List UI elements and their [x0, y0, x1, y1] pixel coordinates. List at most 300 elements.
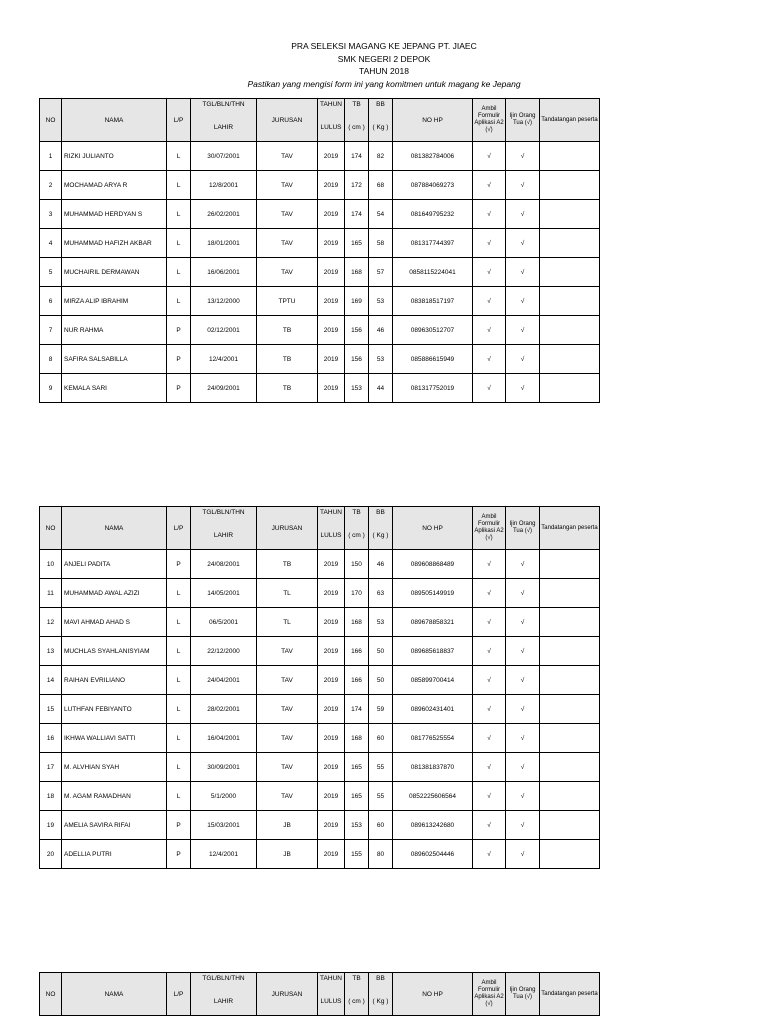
col-tahun-lulus-top: TAHUN	[320, 508, 342, 516]
cell-tgl: 06/5/2001	[191, 608, 257, 637]
cell-no: 8	[40, 345, 62, 374]
cell-tb: 174	[345, 200, 369, 229]
cell-no: 1	[40, 142, 62, 171]
cell-tgl: 28/02/2001	[191, 695, 257, 724]
cell-ijin: √	[506, 811, 540, 840]
cell-hp: 081776525554	[393, 724, 473, 753]
cell-lp: L	[167, 666, 191, 695]
cell-form: √	[473, 840, 506, 869]
cell-ttd	[540, 142, 600, 171]
cell-lp: L	[167, 782, 191, 811]
cell-no: 5	[40, 258, 62, 287]
cell-form: √	[473, 782, 506, 811]
col-jurusan: JURUSAN	[257, 973, 318, 1016]
col-tb-bottom: ( cm )	[348, 123, 365, 131]
cell-bb: 50	[369, 666, 393, 695]
cell-lulus: 2019	[318, 550, 345, 579]
cell-tgl: 16/04/2001	[191, 724, 257, 753]
cell-tgl: 12/4/2001	[191, 840, 257, 869]
cell-ttd	[540, 782, 600, 811]
cell-lulus: 2019	[318, 782, 345, 811]
col-jurusan: JURUSAN	[257, 99, 318, 142]
cell-lulus: 2019	[318, 374, 345, 403]
cell-ttd	[540, 666, 600, 695]
cell-lp: L	[167, 753, 191, 782]
cell-bb: 57	[369, 258, 393, 287]
col-bb-bottom: ( Kg )	[372, 997, 389, 1005]
cell-lp: P	[167, 840, 191, 869]
cell-no: 2	[40, 171, 62, 200]
col-no-hp: NO HP	[393, 99, 473, 142]
table-row	[40, 171, 600, 200]
cell-ijin: √	[506, 666, 540, 695]
col-tahun-lulus-bottom: LULUS	[320, 531, 342, 539]
commitment-note: Pastikan yang mengisi form ini yang komitmen untuk magang ke Jepang	[247, 78, 521, 89]
table-row	[40, 287, 600, 316]
col-tandatangan: Tandatangan peserta	[540, 973, 600, 1016]
cell-ttd	[540, 258, 600, 287]
cell-jurusan: TAV	[257, 142, 318, 171]
col-tgl-lahir	[191, 973, 257, 1016]
cell-no: 19	[40, 811, 62, 840]
cell-tgl: 26/02/2001	[191, 200, 257, 229]
col-tgl-lahir-bottom: LAHIR	[213, 997, 234, 1005]
cell-lulus: 2019	[318, 142, 345, 171]
col-bb-top: BB	[376, 100, 385, 108]
cell-tgl: 24/08/2001	[191, 550, 257, 579]
cell-tb: 165	[345, 782, 369, 811]
cell-lulus: 2019	[318, 345, 345, 374]
table-row	[40, 316, 600, 345]
col-tgl-lahir-top: TGL/BLN/THN	[202, 100, 245, 108]
cell-nama: MUHAMMAD AWAL AZIZI	[62, 579, 167, 608]
cell-ijin: √	[506, 345, 540, 374]
cell-lulus: 2019	[318, 316, 345, 345]
cell-jurusan: TAV	[257, 753, 318, 782]
cell-jurusan: TAV	[257, 724, 318, 753]
cell-no: 6	[40, 287, 62, 316]
cell-ttd	[540, 637, 600, 666]
cell-hp: 081381837870	[393, 753, 473, 782]
col-tgl-lahir-top: TGL/BLN/THN	[202, 508, 245, 516]
cell-lulus: 2019	[318, 287, 345, 316]
cell-tgl: 18/01/2001	[191, 229, 257, 258]
cell-lulus: 2019	[318, 840, 345, 869]
cell-jurusan: TAV	[257, 229, 318, 258]
registration-table-2	[39, 506, 600, 869]
cell-jurusan: TL	[257, 608, 318, 637]
cell-bb: 60	[369, 724, 393, 753]
cell-tb: 174	[345, 142, 369, 171]
col-jurusan: JURUSAN	[257, 507, 318, 550]
cell-tb: 155	[345, 840, 369, 869]
cell-hp: 081382784006	[393, 142, 473, 171]
col-lp: L/P	[167, 973, 191, 1016]
cell-hp: 089602431401	[393, 695, 473, 724]
cell-bb: 60	[369, 811, 393, 840]
col-tahun-lulus-bottom: LULUS	[320, 997, 342, 1005]
cell-bb: 55	[369, 782, 393, 811]
cell-hp: 089608868489	[393, 550, 473, 579]
table-row	[40, 550, 600, 579]
col-tb-bottom: ( cm )	[348, 531, 365, 539]
header-row	[40, 99, 600, 142]
col-ijin: Ijin Orang Tua (√)	[506, 973, 540, 1016]
cell-hp: 0858115224041	[393, 258, 473, 287]
cell-form: √	[473, 258, 506, 287]
cell-tgl: 12/4/2001	[191, 345, 257, 374]
cell-hp: 083818517197	[393, 287, 473, 316]
table-row	[40, 200, 600, 229]
cell-no: 20	[40, 840, 62, 869]
cell-no: 12	[40, 608, 62, 637]
col-tahun-lulus-top: TAHUN	[320, 974, 342, 982]
col-tahun-lulus	[318, 973, 345, 1016]
col-tb	[345, 973, 369, 1016]
col-tahun-lulus	[318, 99, 345, 142]
table-row	[40, 142, 600, 171]
registration-table-1	[39, 98, 600, 403]
cell-hp: 089630512707	[393, 316, 473, 345]
col-bb	[369, 507, 393, 550]
cell-ttd	[540, 316, 600, 345]
cell-ttd	[540, 695, 600, 724]
cell-hp: 081317744397	[393, 229, 473, 258]
cell-lulus: 2019	[318, 200, 345, 229]
col-ijin: Ijin Orang Tua (√)	[506, 507, 540, 550]
cell-jurusan: TB	[257, 374, 318, 403]
cell-form: √	[473, 550, 506, 579]
cell-ijin: √	[506, 724, 540, 753]
cell-nama: MUCHLAS SYAHLANISYIAM	[62, 637, 167, 666]
col-tgl-lahir	[191, 99, 257, 142]
col-tahun-lulus-top: TAHUN	[320, 100, 342, 108]
cell-lp: L	[167, 200, 191, 229]
cell-ijin: √	[506, 608, 540, 637]
cell-bb: 53	[369, 345, 393, 374]
cell-bb: 68	[369, 171, 393, 200]
table-row	[40, 695, 600, 724]
cell-bb: 53	[369, 287, 393, 316]
cell-tgl: 12/8/2001	[191, 171, 257, 200]
cell-form: √	[473, 724, 506, 753]
col-no-hp: NO HP	[393, 507, 473, 550]
col-formulir: Ambil Formulir Aplikasi A2 (√)	[473, 99, 506, 142]
col-no: NO	[40, 973, 62, 1016]
cell-nama: ADELLIA PUTRI	[62, 840, 167, 869]
cell-tgl: 02/12/2001	[191, 316, 257, 345]
cell-ijin: √	[506, 840, 540, 869]
cell-bb: 46	[369, 316, 393, 345]
table-row	[40, 258, 600, 287]
cell-form: √	[473, 171, 506, 200]
cell-nama: ANJELI PADITA	[62, 550, 167, 579]
cell-ijin: √	[506, 637, 540, 666]
cell-tb: 156	[345, 345, 369, 374]
header-row	[40, 973, 600, 1016]
table-row	[40, 229, 600, 258]
cell-lp: L	[167, 608, 191, 637]
cell-tb: 169	[345, 287, 369, 316]
cell-lulus: 2019	[318, 258, 345, 287]
cell-ijin: √	[506, 753, 540, 782]
cell-form: √	[473, 142, 506, 171]
cell-nama: RIZKI JULIANTO	[62, 142, 167, 171]
cell-jurusan: TAV	[257, 666, 318, 695]
cell-lp: P	[167, 811, 191, 840]
cell-no: 14	[40, 666, 62, 695]
cell-tb: 168	[345, 724, 369, 753]
cell-tgl: 24/04/2001	[191, 666, 257, 695]
col-no-hp: NO HP	[393, 973, 473, 1016]
cell-lp: L	[167, 258, 191, 287]
cell-jurusan: TAV	[257, 200, 318, 229]
col-formulir: Ambil Formulir Aplikasi A2 (√)	[473, 973, 506, 1016]
header-row	[40, 507, 600, 550]
cell-form: √	[473, 345, 506, 374]
cell-lp: L	[167, 171, 191, 200]
cell-jurusan: TB	[257, 316, 318, 345]
cell-ttd	[540, 287, 600, 316]
col-tandatangan: Tandatangan peserta	[540, 99, 600, 142]
cell-hp: 089678858321	[393, 608, 473, 637]
cell-no: 13	[40, 637, 62, 666]
cell-ijin: √	[506, 579, 540, 608]
cell-nama: MUCHAIRIL DERMAWAN	[62, 258, 167, 287]
col-tgl-lahir-bottom: LAHIR	[213, 123, 234, 131]
cell-bb: 50	[369, 637, 393, 666]
cell-bb: 53	[369, 608, 393, 637]
col-tb-bottom: ( cm )	[348, 997, 365, 1005]
cell-tgl: 22/12/2000	[191, 637, 257, 666]
col-bb-bottom: ( Kg )	[372, 531, 389, 539]
cell-form: √	[473, 608, 506, 637]
cell-lp: L	[167, 724, 191, 753]
cell-no: 16	[40, 724, 62, 753]
cell-jurusan: TAV	[257, 782, 318, 811]
cell-ttd	[540, 200, 600, 229]
cell-form: √	[473, 579, 506, 608]
cell-nama: M. ALVHIAN SYAH	[62, 753, 167, 782]
cell-hp: 081317752019	[393, 374, 473, 403]
cell-bb: 54	[369, 200, 393, 229]
col-nama: NAMA	[62, 507, 167, 550]
cell-hp: 089505149919	[393, 579, 473, 608]
cell-nama: MAVI AHMAD AHAD S	[62, 608, 167, 637]
cell-form: √	[473, 695, 506, 724]
table-row	[40, 374, 600, 403]
cell-hp: 087884069273	[393, 171, 473, 200]
cell-hp: 081649795232	[393, 200, 473, 229]
cell-tb: 150	[345, 550, 369, 579]
cell-no: 18	[40, 782, 62, 811]
cell-lulus: 2019	[318, 171, 345, 200]
cell-no: 4	[40, 229, 62, 258]
cell-lulus: 2019	[318, 229, 345, 258]
cell-bb: 46	[369, 550, 393, 579]
cell-lulus: 2019	[318, 579, 345, 608]
table-row	[40, 753, 600, 782]
cell-jurusan: TAV	[257, 695, 318, 724]
cell-nama: IKHWA WALLIAVI SATTI	[62, 724, 167, 753]
cell-ttd	[540, 811, 600, 840]
cell-jurusan: JB	[257, 811, 318, 840]
col-nama: NAMA	[62, 99, 167, 142]
cell-jurusan: TL	[257, 579, 318, 608]
cell-tgl: 5/1/2000	[191, 782, 257, 811]
col-tgl-lahir-top: TGL/BLN/THN	[202, 974, 245, 982]
cell-nama: MIRZA ALIP IBRAHIM	[62, 287, 167, 316]
col-tb-top: TB	[352, 974, 361, 982]
cell-jurusan: TAV	[257, 171, 318, 200]
table-row	[40, 579, 600, 608]
cell-form: √	[473, 316, 506, 345]
cell-tb: 174	[345, 695, 369, 724]
cell-tb: 156	[345, 316, 369, 345]
cell-lp: L	[167, 287, 191, 316]
table-row	[40, 637, 600, 666]
cell-ttd	[540, 229, 600, 258]
cell-nama: KEMALA SARI	[62, 374, 167, 403]
col-nama: NAMA	[62, 973, 167, 1016]
cell-ijin: √	[506, 374, 540, 403]
col-tb	[345, 99, 369, 142]
table-row	[40, 608, 600, 637]
cell-form: √	[473, 637, 506, 666]
col-tahun-lulus-bottom: LULUS	[320, 123, 342, 131]
cell-nama: SAFIRA SALSABILLA	[62, 345, 167, 374]
cell-ttd	[540, 345, 600, 374]
cell-ijin: √	[506, 287, 540, 316]
col-formulir: Ambil Formulir Aplikasi A2 (√)	[473, 507, 506, 550]
cell-tb: 153	[345, 811, 369, 840]
cell-tgl: 13/12/2000	[191, 287, 257, 316]
cell-ijin: √	[506, 695, 540, 724]
cell-tgl: 15/03/2001	[191, 811, 257, 840]
cell-hp: 089613242680	[393, 811, 473, 840]
cell-no: 9	[40, 374, 62, 403]
cell-bb: 82	[369, 142, 393, 171]
cell-lp: P	[167, 550, 191, 579]
cell-tgl: 14/05/2001	[191, 579, 257, 608]
cell-lp: L	[167, 695, 191, 724]
cell-bb: 55	[369, 753, 393, 782]
cell-tb: 170	[345, 579, 369, 608]
col-lp: L/P	[167, 507, 191, 550]
col-bb-top: BB	[376, 974, 385, 982]
cell-tgl: 24/09/2001	[191, 374, 257, 403]
table-row	[40, 666, 600, 695]
cell-ijin: √	[506, 229, 540, 258]
cell-ijin: √	[506, 258, 540, 287]
cell-ttd	[540, 608, 600, 637]
cell-bb: 80	[369, 840, 393, 869]
cell-ijin: √	[506, 316, 540, 345]
cell-nama: LUTHFAN FEBIYANTO	[62, 695, 167, 724]
cell-tb: 168	[345, 608, 369, 637]
cell-tb: 168	[345, 258, 369, 287]
cell-form: √	[473, 200, 506, 229]
cell-tgl: 30/09/2001	[191, 753, 257, 782]
col-ijin: Ijin Orang Tua (√)	[506, 99, 540, 142]
cell-lulus: 2019	[318, 608, 345, 637]
col-no: NO	[40, 99, 62, 142]
cell-no: 11	[40, 579, 62, 608]
cell-ijin: √	[506, 200, 540, 229]
cell-no: 17	[40, 753, 62, 782]
table-row	[40, 782, 600, 811]
col-bb	[369, 99, 393, 142]
registration-table-3	[39, 972, 600, 1016]
col-tandatangan: Tandatangan peserta	[540, 507, 600, 550]
cell-tb: 166	[345, 666, 369, 695]
col-tahun-lulus	[318, 507, 345, 550]
cell-nama: NUR RAHMA	[62, 316, 167, 345]
cell-jurusan: JB	[257, 840, 318, 869]
cell-ttd	[540, 550, 600, 579]
cell-jurusan: TPTU	[257, 287, 318, 316]
cell-ttd	[540, 579, 600, 608]
cell-nama: AMELIA SAVIRA RIFAI	[62, 811, 167, 840]
col-tgl-lahir	[191, 507, 257, 550]
col-bb-top: BB	[376, 508, 385, 516]
cell-hp: 089602504446	[393, 840, 473, 869]
cell-ijin: √	[506, 142, 540, 171]
cell-lulus: 2019	[318, 811, 345, 840]
table-row	[40, 724, 600, 753]
cell-nama: MUHAMMAD HAFIZH AKBAR	[62, 229, 167, 258]
cell-form: √	[473, 811, 506, 840]
cell-hp: 0852225606564	[393, 782, 473, 811]
cell-jurusan: TAV	[257, 637, 318, 666]
cell-ijin: √	[506, 171, 540, 200]
title-line-1: PRA SELEKSI MAGANG KE JEPANG PT. JIAEC	[291, 41, 477, 51]
cell-tb: 166	[345, 637, 369, 666]
cell-lp: P	[167, 345, 191, 374]
cell-ijin: √	[506, 782, 540, 811]
cell-form: √	[473, 229, 506, 258]
document-header	[0, 40, 768, 90]
col-no: NO	[40, 507, 62, 550]
cell-nama: MUHAMMAD HERDYAN S	[62, 200, 167, 229]
col-lp: L/P	[167, 99, 191, 142]
cell-ttd	[540, 724, 600, 753]
cell-lp: P	[167, 316, 191, 345]
col-tb-top: TB	[352, 508, 361, 516]
cell-bb: 44	[369, 374, 393, 403]
cell-lp: L	[167, 637, 191, 666]
table-row	[40, 811, 600, 840]
cell-nama: MOCHAMAD ARYA R	[62, 171, 167, 200]
cell-ijin: √	[506, 550, 540, 579]
cell-form: √	[473, 287, 506, 316]
col-bb	[369, 973, 393, 1016]
col-bb-bottom: ( Kg )	[372, 123, 389, 131]
cell-form: √	[473, 753, 506, 782]
cell-no: 15	[40, 695, 62, 724]
cell-lulus: 2019	[318, 666, 345, 695]
cell-bb: 63	[369, 579, 393, 608]
cell-jurusan: TB	[257, 345, 318, 374]
col-tb	[345, 507, 369, 550]
cell-hp: 085899700414	[393, 666, 473, 695]
cell-ttd	[540, 840, 600, 869]
cell-no: 7	[40, 316, 62, 345]
cell-jurusan: TB	[257, 550, 318, 579]
cell-nama: M. AGAM RAMADHAN	[62, 782, 167, 811]
cell-lp: L	[167, 142, 191, 171]
table-row	[40, 345, 600, 374]
